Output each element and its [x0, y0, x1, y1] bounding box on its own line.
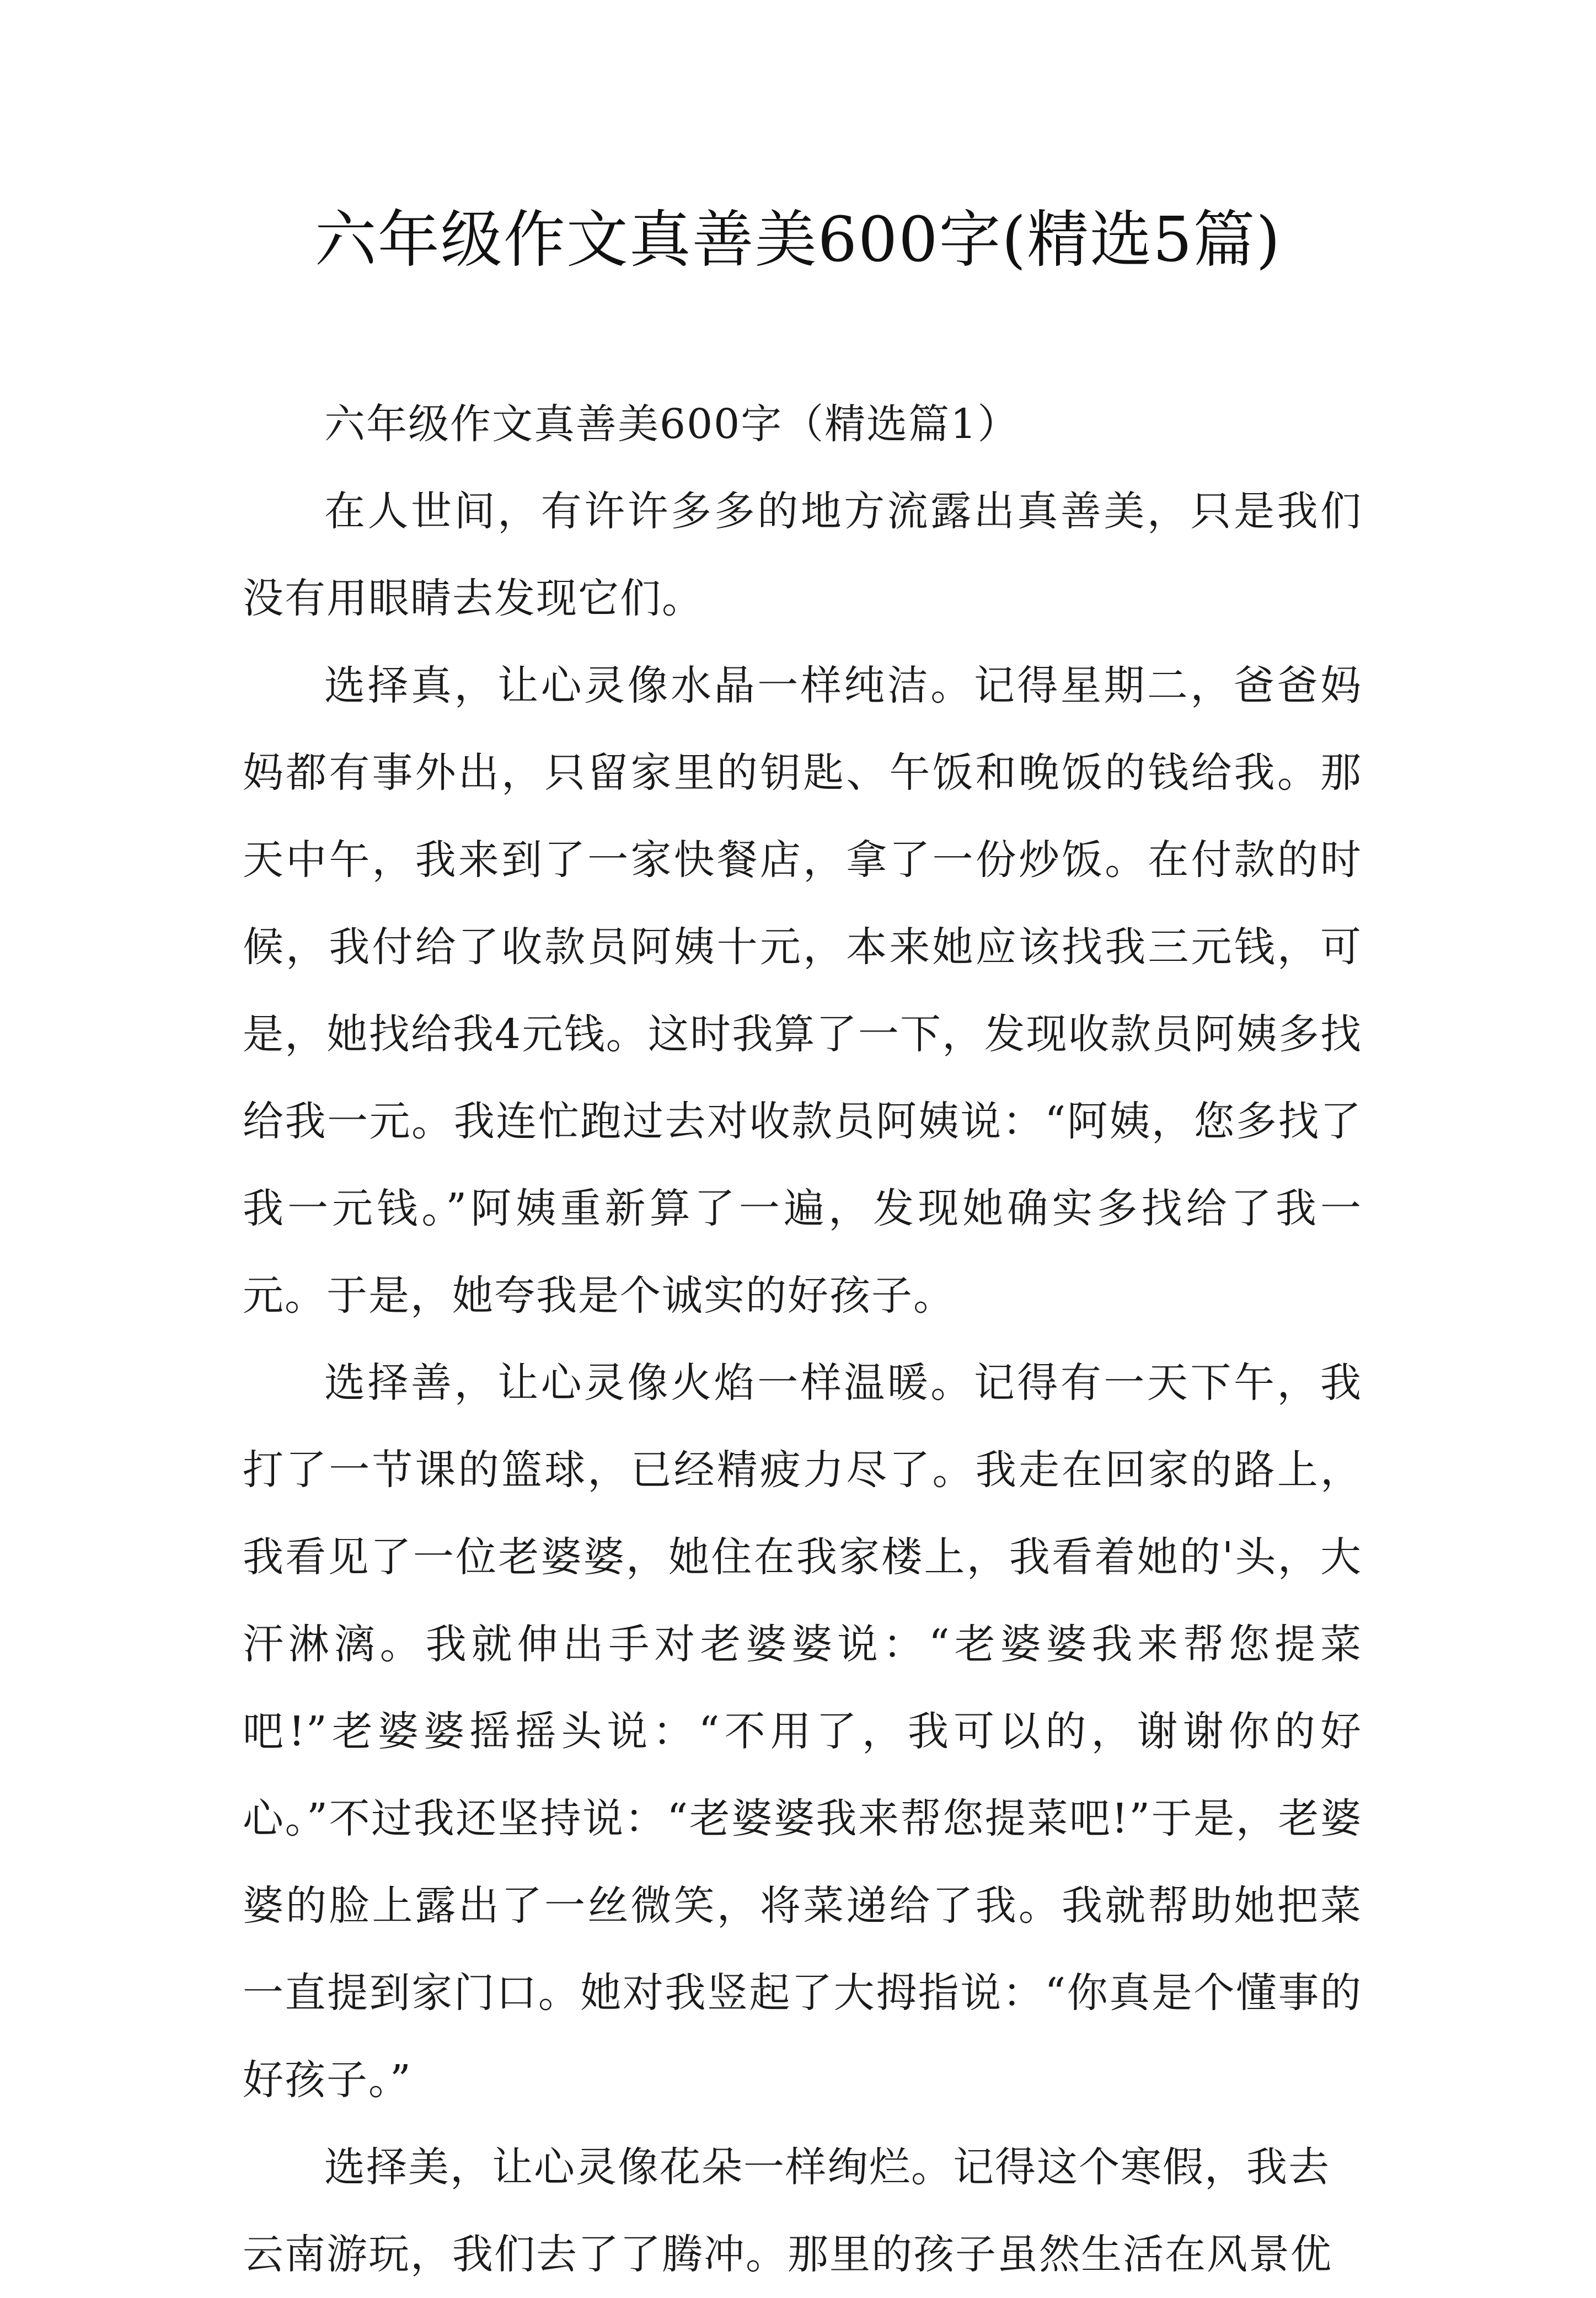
document-body: [243, 381, 1362, 2298]
paragraph-beauty: 选择美，让心灵像花朵一样绚烂。记得这个寒假，我去云南游玩，我们去了了腾冲。那里的孩子虽然生活在风景优: [243, 2144, 1332, 2278]
paragraph-intro: 在人世间，有许许多多的地方流露出真善美，只是我们没有用眼睛去发现它们。: [243, 488, 1362, 622]
section-heading: 六年级作文真善美600字（精选篇1）: [324, 400, 1020, 448]
paragraph-goodness: 选择善，让心灵像火焰一样温暖。记得有一天下午，我打了一节课的篮球，已经精疲力尽了。我走在回家的路上，我看见了一位老婆婆，她住在我家楼上，我看着她的'头，大汗淋漓。我就伸出手对老婆婆说：“老婆婆我来帮您提菜吧!”老婆婆摇摇头说：“不用了，我可以的，谢谢你的好心。”不过我还坚持说：“老婆婆我来帮您提菜吧!”于是，老婆婆的脸上露出了一丝微笑，将菜递给了我。我就帮助她把菜一直提到家门口。她对我竖起了大拇指说：“你真是个懂事的好孩子。”: [243, 1359, 1362, 2104]
paragraph-truth: 选择真，让心灵像水晶一样纯洁。记得星期二，爸爸妈妈都有事外出，只留家里的钥匙、午饭和晚饭的钱给我。那天中午，我来到了一家快餐店，拿了一份炒饭。在付款的时候，我付给了收款员阿姨十元，本来她应该找我三元钱，可是，她找给我4元钱。这时我算了一下，发现收款员阿姨多找给我一元。我连忙跑过去对收款员阿姨说：“阿姨，您多找了我一元钱。”阿姨重新算了一遍，发现她确实多找给了我一元。于是，她夸我是个诚实的好孩子。: [243, 662, 1362, 1319]
document-title: 六年级作文真善美600字(精选5篇): [314, 204, 1282, 276]
